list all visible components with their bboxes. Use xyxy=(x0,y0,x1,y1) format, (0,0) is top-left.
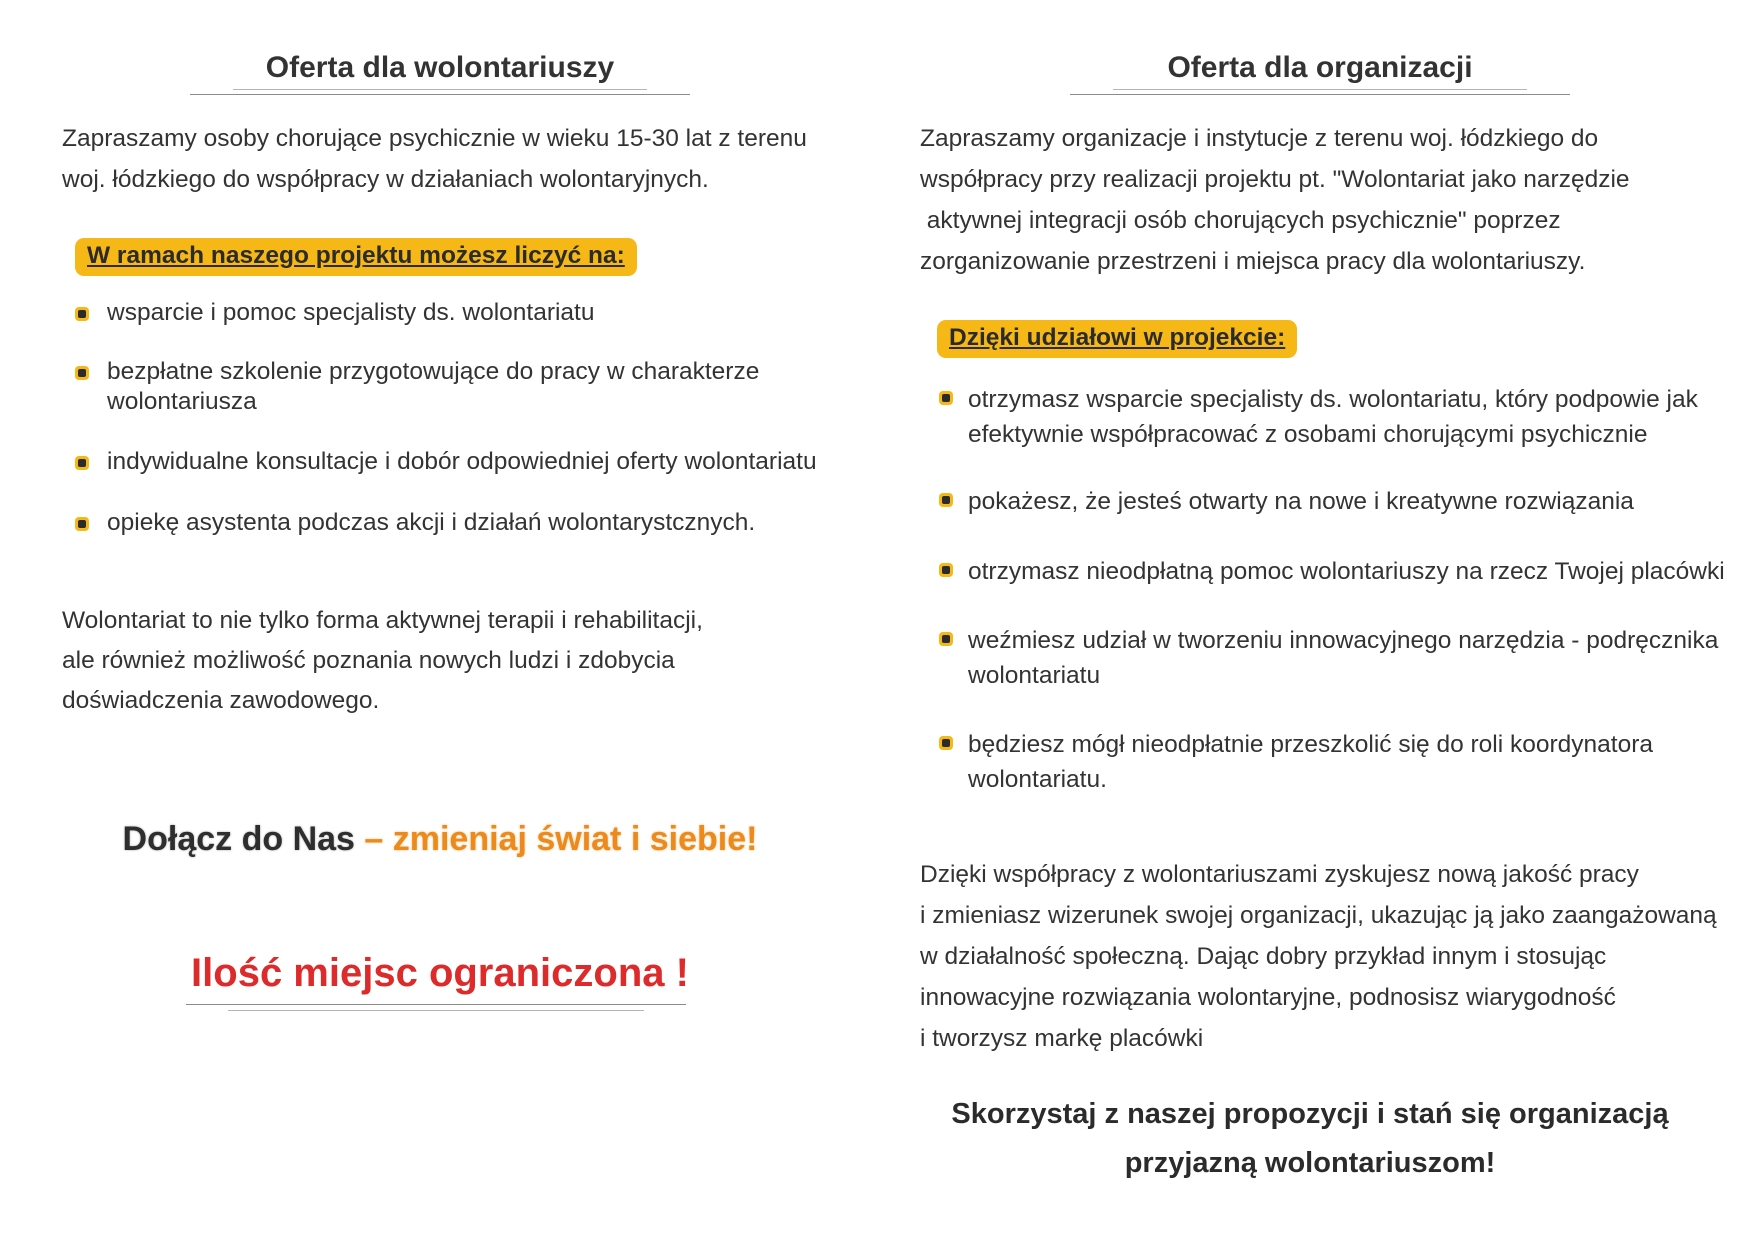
title-underline-inner xyxy=(233,89,647,90)
list-item-text: indywidualne konsultacje i dobór odpowiedniej oferty wolontariatu xyxy=(107,448,817,475)
closing-line: w działalność społeczną. Dając dobry przykład innym i stosując xyxy=(920,943,1607,970)
join-slogan xyxy=(0,820,880,859)
organizations-closing xyxy=(920,854,1717,1059)
title-underline xyxy=(1070,94,1570,95)
bullet-icon xyxy=(939,563,953,577)
call-to-action xyxy=(920,1090,1700,1188)
join-slogan-accent: – zmieniaj świat i siebie! xyxy=(364,820,758,858)
list-item-text: opiekę asystenta podczas akcji i działań wolontarystcznych. xyxy=(107,509,756,536)
cta-line: przyjazną wolontariuszom! xyxy=(1124,1147,1496,1179)
closing-line: i tworzysz markę placówki xyxy=(920,1025,1204,1052)
list-item-text: wolontariatu xyxy=(968,662,1101,689)
list-item xyxy=(107,357,759,417)
list-item xyxy=(107,508,755,538)
cta-line: Skorzystaj z naszej propozycji i stań się organizacją xyxy=(951,1098,1669,1130)
limited-places-notice: Ilość miejsc ograniczona ! xyxy=(191,951,689,995)
bullet-icon xyxy=(939,736,953,750)
bullet-icon xyxy=(939,391,953,405)
list-item xyxy=(968,727,1653,797)
intro-line: woj. łódzkiego do współpracy w działaniach wolontaryjnych. xyxy=(62,166,709,193)
volunteers-closing xyxy=(62,601,703,721)
intro-line: Zapraszamy osoby chorujące psychicznie w wieku 15-30 lat z terenu xyxy=(62,125,807,152)
bullet-icon xyxy=(75,307,89,321)
notice-underline-inner xyxy=(228,1010,644,1011)
list-item xyxy=(968,554,1725,589)
volunteers-title: Oferta dla wolontariuszy xyxy=(265,51,615,84)
join-slogan-main: Dołącz do Nas xyxy=(122,820,365,858)
list-item-text: otrzymasz nieodpłatną pomoc wolontariuszy na rzecz Twojej placówki xyxy=(968,558,1725,585)
notice-underline xyxy=(186,1004,686,1005)
list-item-text: wolontariatu. xyxy=(968,766,1107,793)
list-item xyxy=(968,484,1634,519)
list-item xyxy=(968,623,1718,693)
intro-line: aktywnej integracji osób chorujących psychicznie" poprzez xyxy=(920,207,1561,234)
closing-line: Wolontariat to nie tylko forma aktywnej terapii i rehabilitacji, xyxy=(62,607,703,634)
list-item-text: bezpłatne szkolenie przygotowujące do pracy w charakterze xyxy=(107,358,760,385)
list-item xyxy=(107,298,595,328)
intro-line: współpracy przy realizacji projektu pt. "Wolontariat jako narzędzie xyxy=(920,166,1630,193)
volunteers-intro xyxy=(62,118,807,200)
bullet-icon xyxy=(939,632,953,646)
organizations-intro xyxy=(920,118,1630,282)
list-item-text: pokażesz, że jesteś otwarty na nowe i kreatywne rozwiązania xyxy=(968,488,1634,515)
closing-line: innowacyjne rozwiązania wolontaryjne, podnosisz wiarygodność xyxy=(920,984,1616,1011)
organizations-highlight: Dzięki udziałowi w projekcie: xyxy=(937,320,1297,358)
list-item-text: efektywnie współpracować z osobami chorującymi psychicznie xyxy=(968,421,1648,448)
bullet-icon xyxy=(75,366,89,380)
volunteers-highlight: W ramach naszego projektu możesz liczyć na: xyxy=(75,238,637,276)
bullet-icon xyxy=(75,456,89,470)
title-underline xyxy=(190,94,690,95)
closing-line: doświadczenia zawodowego. xyxy=(62,687,380,714)
list-item xyxy=(968,382,1698,452)
bullet-icon xyxy=(939,493,953,507)
title-underline-inner xyxy=(1113,89,1527,90)
closing-line: Dzięki współpracy z wolontariuszami zyskujesz nową jakość pracy xyxy=(920,861,1639,888)
list-item-text: weźmiesz udział w tworzeniu innowacyjnego narzędzia - podręcznika xyxy=(968,627,1719,654)
intro-line: zorganizowanie przestrzeni i miejsca pracy dla wolontariuszy. xyxy=(920,248,1586,275)
intro-line: Zapraszamy organizacje i instytucje z terenu woj. łódzkiego do xyxy=(920,125,1599,152)
closing-line: i zmieniasz wizerunek swojej organizacji, ukazując ją jako zaangażowaną xyxy=(920,902,1717,929)
list-item-text: wsparcie i pomoc specjalisty ds. wolontariatu xyxy=(107,299,595,326)
closing-line: ale również możliwość poznania nowych ludzi i zdobycia xyxy=(62,647,675,674)
list-item-text: będziesz mógł nieodpłatnie przeszkolić się do roli koordynatora xyxy=(968,731,1654,758)
list-item xyxy=(107,447,817,477)
list-item-text: otrzymasz wsparcie specjalisty ds. wolontariatu, który podpowie jak xyxy=(968,386,1698,413)
list-item-text: wolontariusza xyxy=(107,388,257,415)
organizations-title: Oferta dla organizacji xyxy=(1167,51,1473,84)
bullet-icon xyxy=(75,517,89,531)
